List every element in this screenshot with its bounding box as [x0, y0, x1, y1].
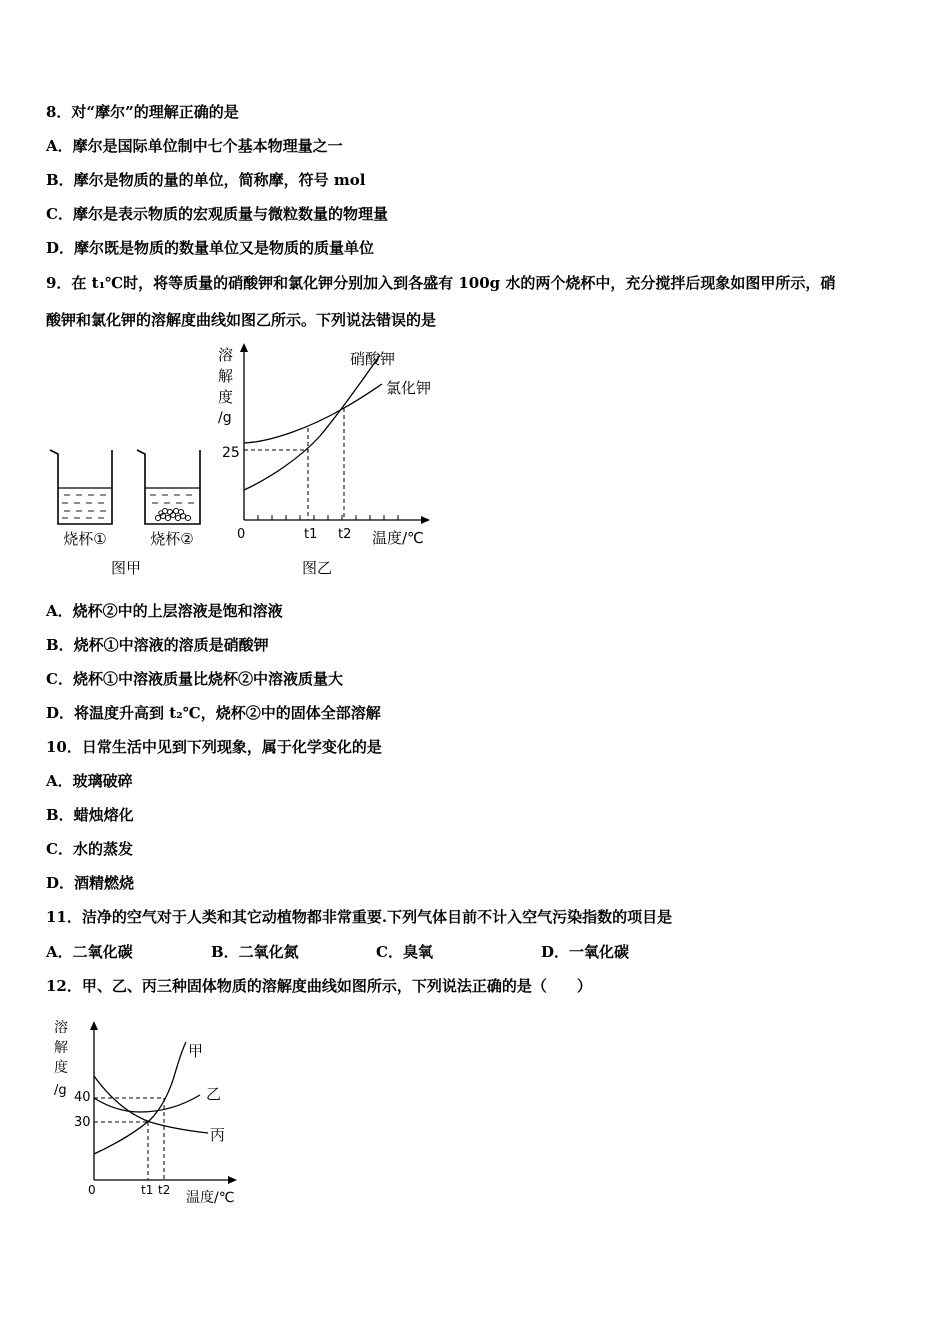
y-axis-label-3: 度: [218, 388, 234, 406]
q8-option-c: C．摩尔是表示物质的宏观质量与微粒数量的物理量: [46, 205, 388, 223]
curve-potassium-nitrate: [244, 355, 380, 490]
beaker-1-icon: [50, 450, 112, 524]
series-label-kno3: 硝酸钾: [350, 350, 396, 368]
figure-b-caption: 图乙: [301, 559, 333, 577]
y-axis-label-4: /g: [218, 410, 232, 426]
series-label-jia: 甲: [188, 1042, 204, 1060]
y-tick-25: 25: [222, 445, 240, 461]
y-axis-label-2: 解: [218, 367, 234, 385]
undissolved-solid-icon: [155, 508, 190, 520]
x-tick-t2: t2: [158, 1183, 171, 1197]
series-label-kcl: 氯化钾: [386, 379, 432, 397]
series-label-bing: 丙: [210, 1126, 226, 1144]
q9-stem-line2: 酸钾和氯化钾的溶解度曲线如图乙所示。下列说法错误的是: [46, 311, 437, 329]
x-tick-t1: t1: [304, 527, 318, 542]
x-axis-label: 温度/℃: [372, 529, 424, 547]
q8-option-a: A．摩尔是国际单位制中七个基本物理量之一: [46, 137, 343, 155]
x-tick-t2: t2: [338, 527, 352, 542]
q9-option-a: A．烧杯②中的上层溶液是饱和溶液: [46, 602, 283, 620]
q9-option-b: B．烧杯①中溶液的溶质是硝酸钾: [46, 636, 269, 654]
y-tick-30: 30: [74, 1115, 91, 1130]
origin-label: 0: [237, 527, 246, 542]
q10-option-a: A．玻璃破碎: [46, 772, 133, 790]
q11-option-b: B．二氧化氮: [211, 943, 299, 961]
q11-option-a: A．二氧化碳: [46, 943, 133, 961]
x-axis-arrow-icon: [421, 516, 430, 524]
y-axis-arrow-icon: [90, 1021, 98, 1030]
q9-option-d: D．将温度升高到 t₂℃，烧杯②中的固体全部溶解: [46, 704, 381, 722]
q9-figure-solubility-chart: [210, 340, 450, 585]
q8-option-d: D．摩尔既是物质的数量单位又是物质的质量单位: [46, 239, 375, 257]
curve-bing: [94, 1076, 208, 1133]
x-axis-label: 温度/℃: [186, 1190, 235, 1206]
q8-stem: 8．对“摩尔”的理解正确的是: [46, 103, 239, 121]
q9-figure-beakers: [40, 440, 220, 585]
q8-option-b: B．摩尔是物质的量的单位，简称摩，符号 mol: [46, 171, 366, 189]
figure-a-caption: 图甲: [110, 559, 142, 577]
q11-option-d: D．一氧化碳: [541, 943, 630, 961]
beaker-1-label: 烧杯①: [63, 530, 107, 548]
q9-option-c: C．烧杯①中溶液质量比烧杯②中溶液质量大: [46, 670, 343, 688]
q12-figure-solubility-chart: [50, 1012, 260, 1212]
q12-stem: 12．甲、乙、丙三种固体物质的溶解度曲线如图所示，下列说法正确的是（ ）: [46, 977, 592, 995]
beaker-2-label: 烧杯②: [150, 530, 194, 548]
q9-stem-line1: 9．在 t₁℃时，将等质量的硝酸钾和氯化钾分别加入到各盛有 100g 水的两个烧杯中，充分搅拌后现象如图甲所示，硝: [46, 274, 836, 292]
y-tick-40: 40: [74, 1090, 91, 1105]
origin-label: 0: [88, 1183, 96, 1197]
y-axis-label-3: 度: [54, 1060, 68, 1076]
x-axis-arrow-icon: [228, 1176, 237, 1184]
q10-option-d: D．酒精燃烧: [46, 874, 135, 892]
q10-option-c: C．水的蒸发: [46, 840, 133, 858]
x-tick-t1: t1: [141, 1183, 154, 1197]
y-axis-label-1: 溶: [218, 346, 234, 364]
y-axis-label-1: 溶: [54, 1020, 68, 1036]
y-axis-label-4: /g: [54, 1083, 67, 1098]
q11-stem: 11．洁净的空气对于人类和其它动植物都非常重要.下列气体目前不计入空气污染指数的项目是: [46, 908, 673, 926]
y-axis-label-2: 解: [54, 1040, 68, 1056]
q10-stem: 10．日常生活中见到下列现象，属于化学变化的是: [46, 738, 382, 756]
q11-option-c: C．臭氧: [376, 943, 433, 961]
series-label-yi: 乙: [206, 1085, 222, 1103]
curve-potassium-chloride: [244, 384, 382, 443]
beaker-2-icon: [137, 450, 200, 524]
q10-option-b: B．蜡烛熔化: [46, 806, 134, 824]
q11-options: [46, 942, 629, 962]
y-axis-arrow-icon: [240, 343, 248, 352]
